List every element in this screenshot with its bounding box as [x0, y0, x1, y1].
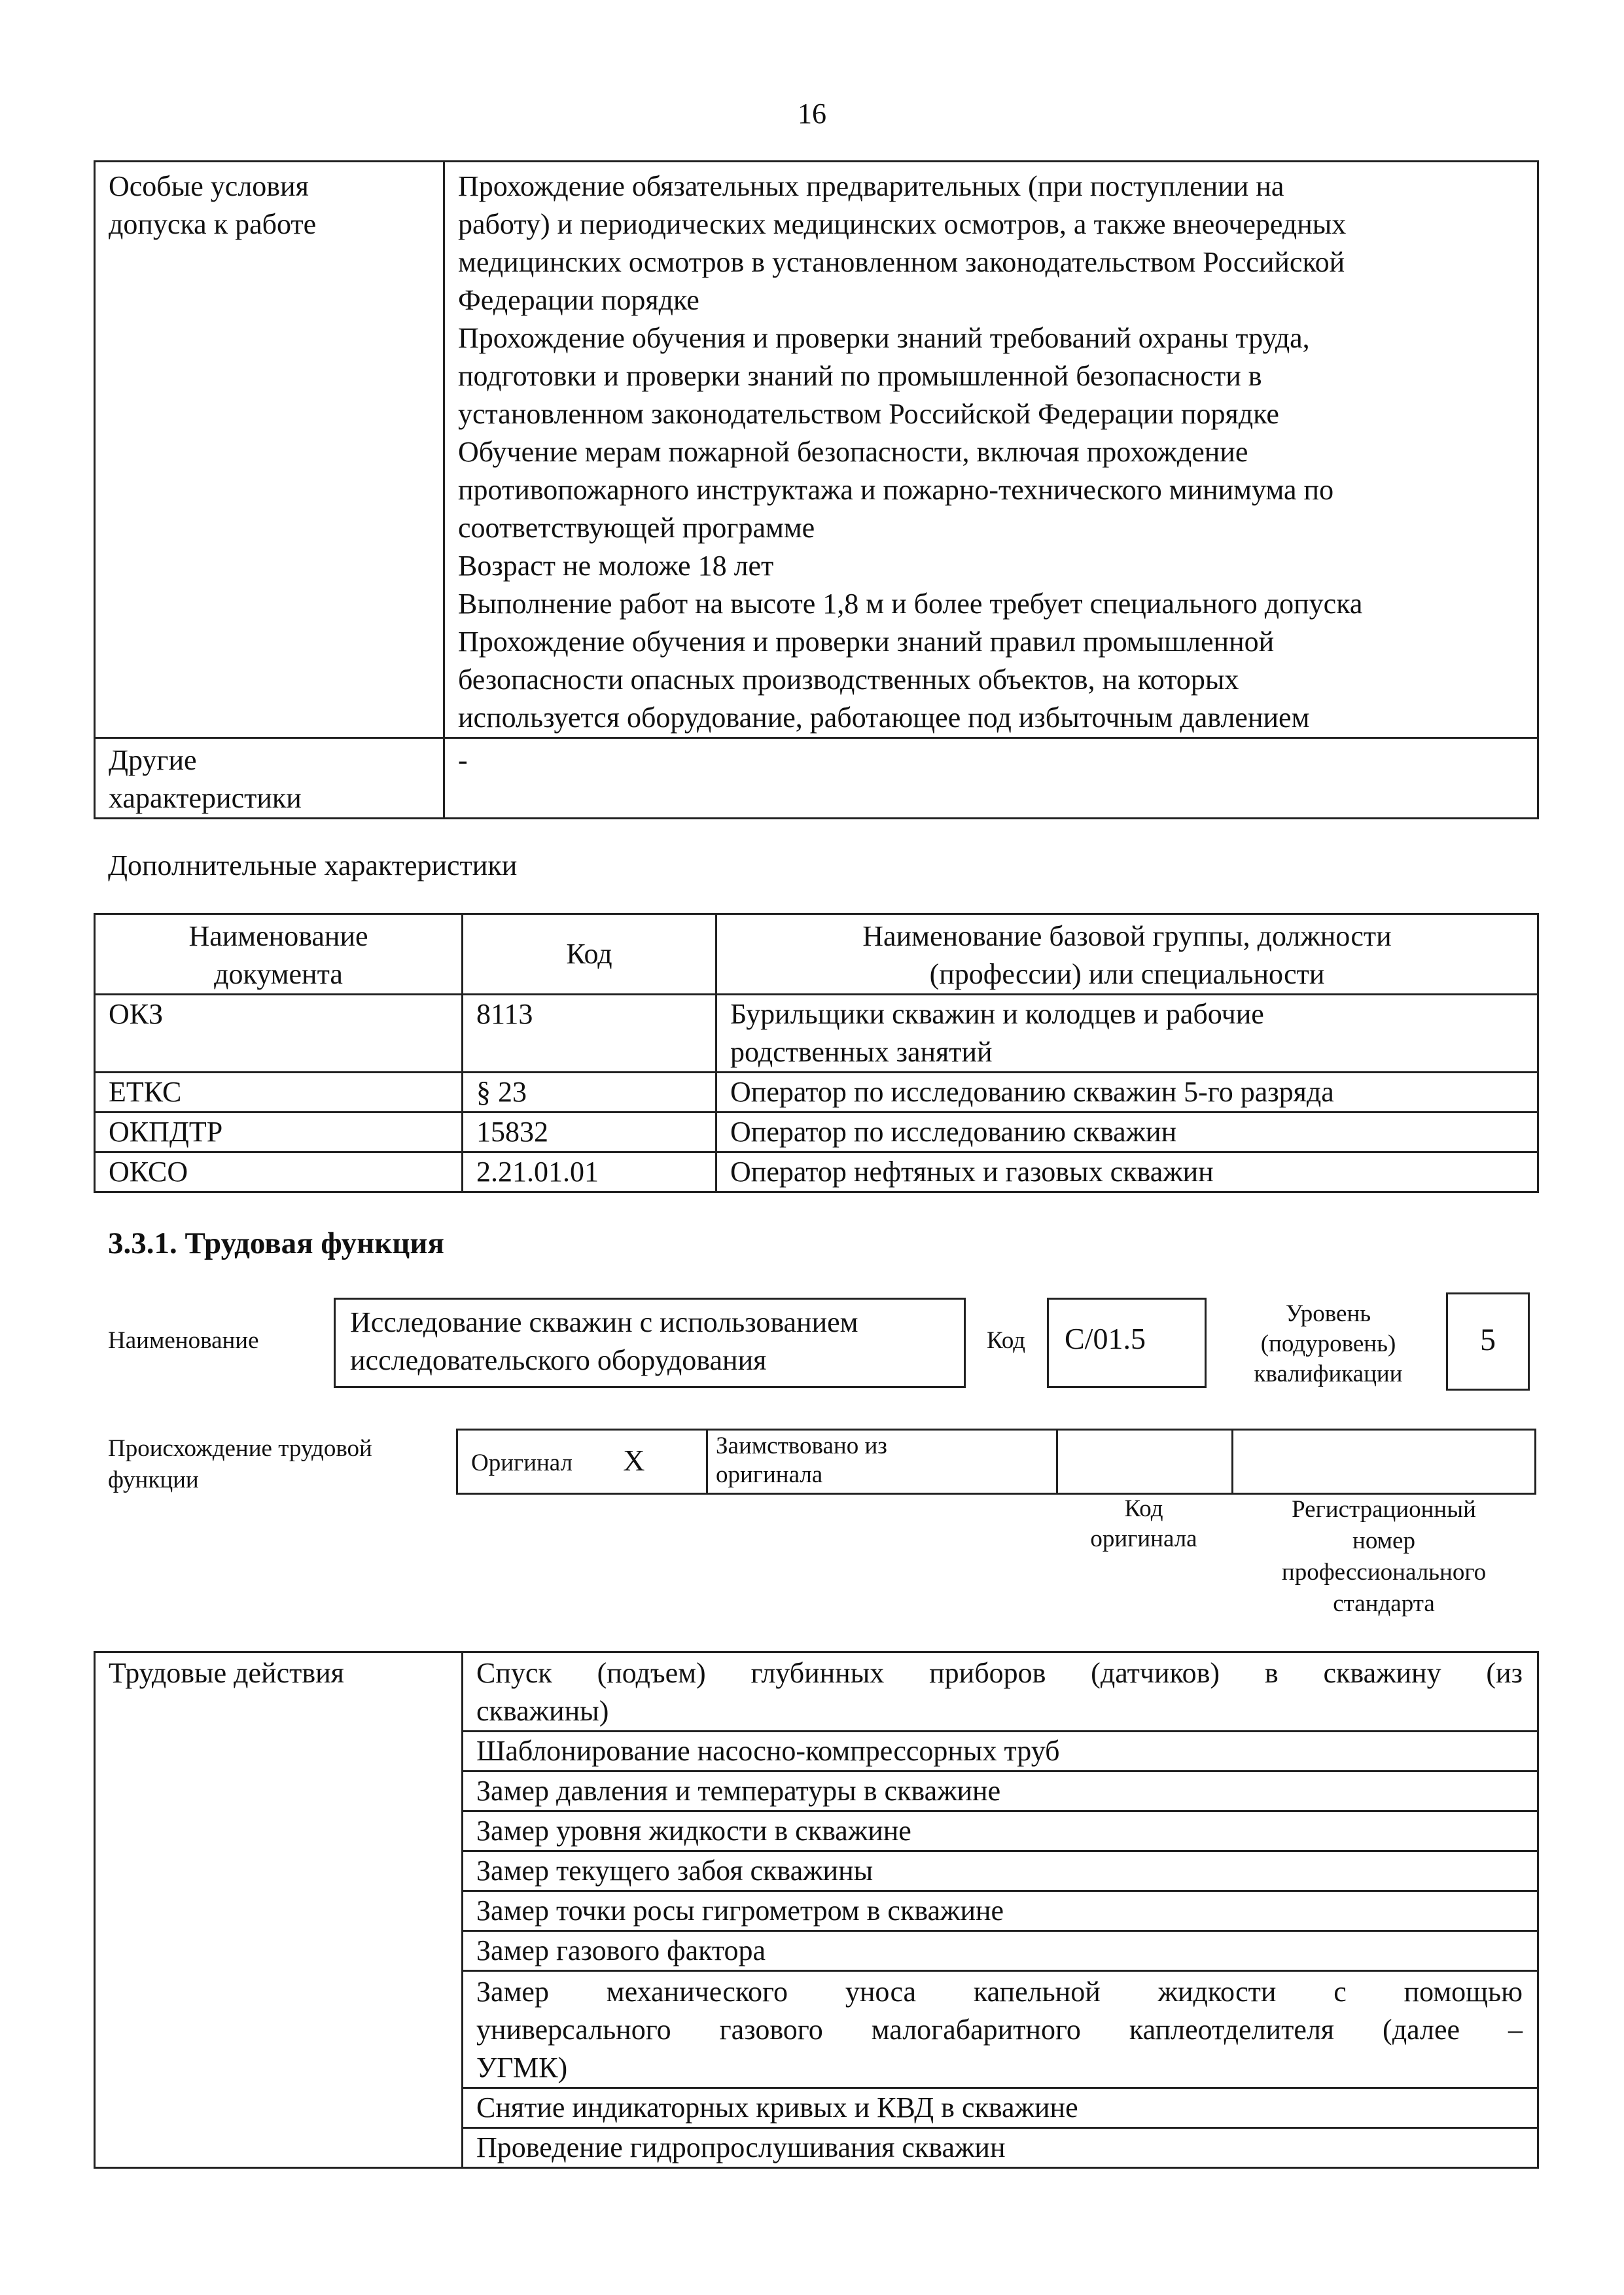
header-text: (профессии) или специальности: [929, 958, 1325, 990]
original-cell: [457, 1430, 707, 1494]
cell-text: Оператор нефтяных и газовых скважин: [730, 1156, 1214, 1188]
table-row: [95, 995, 1538, 1073]
caption-text: стандарта: [1333, 1590, 1435, 1617]
additional-characteristics-title: Дополнительные характеристики: [108, 849, 518, 881]
cell-text: Обучение мерам пожарной безопасности, включая прохождение: [458, 436, 1248, 468]
table-row: [95, 162, 1538, 738]
action-text: Замер текущего забоя скважины: [476, 1855, 874, 1887]
qualification-level-label: [1230, 1299, 1426, 1389]
action-cell: [463, 2088, 1538, 2128]
code-cell: [463, 1112, 716, 1152]
table-row: [95, 738, 1538, 819]
code-cell: [463, 995, 716, 1073]
table-header-row: [95, 914, 1538, 995]
cell-text: характеристики: [109, 782, 302, 814]
doc-cell: [95, 1112, 463, 1152]
doc-cell: [95, 995, 463, 1073]
action-text: универсального газового малогабаритного каплеотделителя (далее –: [476, 2014, 1523, 2046]
registration-number-caption: [1231, 1494, 1536, 1620]
action-text: Снятие индикаторных кривых и КВД в скважине: [476, 2091, 1078, 2124]
function-heading: 3.3.1. Трудовая функция: [108, 1226, 444, 1260]
cell-text: Прохождение обучения и проверки знаний требований охраны труда,: [458, 322, 1310, 354]
cell-text: ЕТКС: [109, 1076, 182, 1108]
cell-text: Возраст не моложе 18 лет: [458, 550, 774, 582]
action-text: Замер механического уноса капельной жидкости с помощью: [476, 1976, 1523, 2008]
qualification-level-value: 5: [1480, 1323, 1496, 1357]
action-cell: [463, 1771, 1538, 1811]
cell-text: Выполнение работ на высоте 1,8 м и более требует специального допуска: [458, 588, 1363, 620]
additional-characteristics-table: [94, 913, 1539, 1193]
cell-text: ОКЗ: [109, 998, 164, 1030]
borrowed-label: Заимствовано из: [716, 1432, 887, 1459]
name-cell: [716, 1112, 1538, 1152]
admission-conditions-table: [94, 160, 1539, 819]
cell-text: 8113: [476, 998, 533, 1030]
action-cell: [463, 1732, 1538, 1771]
header-text: Код: [566, 938, 612, 970]
cell-text: соответствующей программе: [458, 512, 815, 544]
action-cell: [463, 1971, 1538, 2088]
borrowed-cell: [707, 1430, 1057, 1494]
doc-cell: [95, 1152, 463, 1192]
origin-table: [456, 1429, 1536, 1495]
registration-number-cell: [1233, 1430, 1536, 1494]
cell-text: ОКСО: [109, 1156, 188, 1188]
doc-cell: [95, 1073, 463, 1112]
cell-text: Бурильщики скважин и колодцев и рабочие: [730, 998, 1264, 1030]
function-name-text: Исследование скважин с использованием: [350, 1306, 858, 1338]
action-text: скважины): [476, 1695, 609, 1727]
borrowed-label: оригинала: [716, 1461, 823, 1488]
cell-text: установленном законодательством Российской Федерации порядке: [458, 398, 1279, 430]
cell-text: 2.21.01.01: [476, 1156, 599, 1188]
cell-text: допуска к работе: [109, 208, 317, 240]
action-text: Замер давления и температуры в скважине: [476, 1775, 1001, 1807]
name-cell: [716, 1073, 1538, 1112]
other-label-cell: [95, 738, 444, 819]
header-text: документа: [214, 958, 343, 990]
function-name-text: исследовательского оборудования: [350, 1344, 767, 1376]
other-value-cell: [444, 738, 1538, 819]
level-label-text: (подуровень): [1260, 1330, 1396, 1357]
cell-text: Другие: [109, 744, 197, 776]
cell-text: подготовки и проверки знаний по промышленной безопасности в: [458, 360, 1262, 392]
action-cell: [463, 2128, 1538, 2168]
cell-text: 15832: [476, 1116, 548, 1148]
labor-actions-table: [94, 1651, 1539, 2169]
caption-text: оригинала: [1090, 1525, 1197, 1552]
action-text: Шаблонирование насосно-компрессорных труб: [476, 1735, 1060, 1767]
action-text: УГМК): [476, 2052, 568, 2084]
header-cell: [716, 914, 1538, 995]
conditions-label-cell: [95, 162, 444, 738]
action-text: Замер уровня жидкости в скважине: [476, 1815, 911, 1847]
cell-text: § 23: [476, 1076, 527, 1108]
action-cell: [463, 1931, 1538, 1971]
qualification-level-box: [1446, 1292, 1530, 1391]
header-text: Наименование: [188, 920, 368, 952]
origin-label-text: функции: [108, 1467, 199, 1493]
table-row: [95, 1073, 1538, 1112]
origin-label: [108, 1433, 372, 1496]
cell-text: Особые условия: [109, 170, 309, 202]
code-cell: [463, 1152, 716, 1192]
original-mark: X: [623, 1444, 645, 1477]
cell-text: родственных занятий: [730, 1036, 993, 1068]
caption-text: профессионального: [1281, 1559, 1487, 1586]
action-cell: [463, 1851, 1538, 1891]
action-cell: [463, 1891, 1538, 1931]
action-text: Спуск (подъем) глубинных приборов (датчиков) в скважину (из: [476, 1657, 1523, 1689]
cell-text: противопожарного инструктажа и пожарно-технического минимума по: [458, 474, 1334, 506]
action-cell: [463, 1652, 1538, 1732]
cell-text: Оператор по исследованию скважин: [730, 1116, 1177, 1148]
function-code-label: Код: [987, 1327, 1026, 1354]
function-code-box: [1047, 1298, 1207, 1388]
name-cell: [716, 995, 1538, 1073]
cell-text: Оператор по исследованию скважин 5-го разряда: [730, 1076, 1334, 1108]
level-label-text: квалификации: [1254, 1361, 1403, 1387]
cell-text: ОКПДТР: [109, 1116, 223, 1148]
cell-text: Федерации порядке: [458, 284, 699, 316]
caption-text: номер: [1352, 1527, 1415, 1554]
original-label: Оригинал: [471, 1450, 573, 1476]
function-name-box: [334, 1298, 966, 1388]
cell-text: безопасности опасных производственных объектов, на которых: [458, 664, 1239, 696]
labor-actions-label-cell: [95, 1652, 463, 2168]
cell-text: Прохождение обучения и проверки знаний правил промышленной: [458, 626, 1275, 658]
code-cell: [463, 1073, 716, 1112]
origin-label-text: Происхождение трудовой: [108, 1435, 372, 1462]
table-row: [95, 1112, 1538, 1152]
action-text: Замер точки росы гигрометром в скважине: [476, 1895, 1004, 1927]
function-name-label: Наименование: [108, 1327, 259, 1354]
level-label-text: Уровень: [1285, 1300, 1371, 1327]
page-number: 16: [798, 98, 826, 130]
action-cell: [463, 1811, 1538, 1851]
caption-text: Код: [1124, 1495, 1163, 1522]
cell-text: используется оборудование, работающее под избыточным давлением: [458, 702, 1310, 734]
header-cell: [95, 914, 463, 995]
cell-text: медицинских осмотров в установленном законодательством Российской: [458, 246, 1345, 278]
table-row: [457, 1430, 1536, 1494]
action-text: Проведение гидропрослушивания скважин: [476, 2131, 1006, 2163]
table-row: [95, 1652, 1538, 1732]
header-text: Наименование базовой группы, должности: [862, 920, 1392, 952]
header-cell: [463, 914, 716, 995]
function-code-value: С/01.5: [1065, 1322, 1146, 1355]
original-code-cell: [1057, 1430, 1233, 1494]
caption-text: Регистрационный: [1292, 1496, 1476, 1523]
table-row: [95, 1152, 1538, 1192]
conditions-value-cell: [444, 162, 1538, 738]
cell-text: работу) и периодических медицинских осмотров, а также внеочередных: [458, 208, 1347, 240]
cell-text: -: [458, 744, 468, 776]
cell-text: Прохождение обязательных предварительных (при поступлении на: [458, 170, 1284, 202]
action-text: Замер газового фактора: [476, 1934, 766, 1966]
original-code-caption: [1055, 1494, 1232, 1554]
name-cell: [716, 1152, 1538, 1192]
labor-actions-label: Трудовые действия: [109, 1657, 344, 1689]
